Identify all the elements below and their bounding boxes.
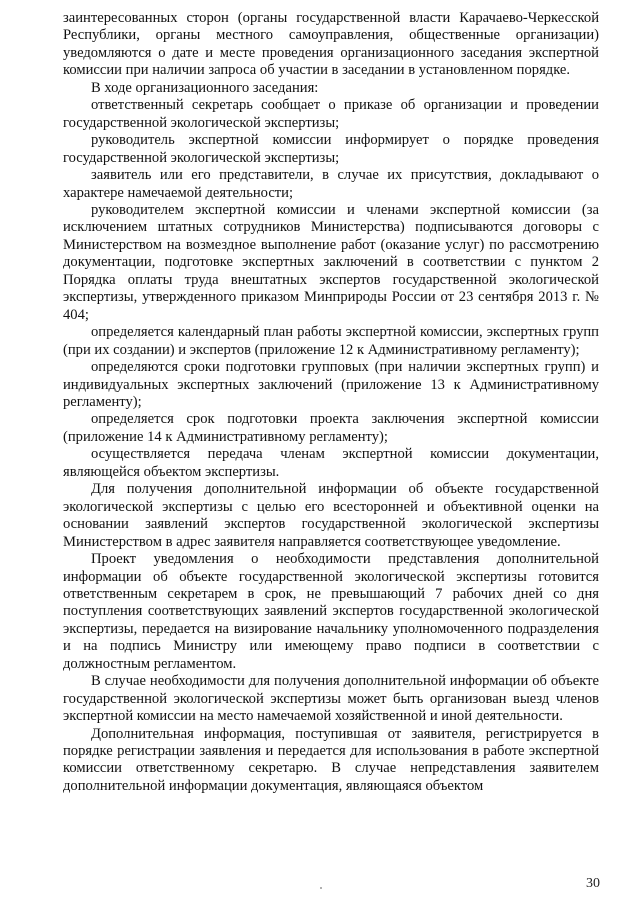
paragraph-notice-draft: Проект уведомления о необходимости представления дополнительной информации об объекте государственной экологической экспертизы готовится ответственным секретарем в срок, не превышающий 7 рабочих дней со дня поступления соответствующих заявлений экспертов государственной экологической экспертизы, передается на визирование начальнику уполномоченного подразделения и на подпись Министру или имеющему право подписи в соответствии с должностным регламентом. bbox=[63, 551, 599, 672]
paragraph-meeting-intro: В ходе организационного заседания: bbox=[91, 79, 319, 96]
paragraph-commission-head: руководитель экспертной комиссии информирует о порядке проведения государственной экологической экспертизы; bbox=[63, 132, 599, 166]
paragraph-documentation-transfer: осуществляется передача членам экспертной комиссии документации, являющейся объектом экспертизы. bbox=[63, 446, 599, 480]
paragraph-conclusion-deadlines: определяются сроки подготовки групповых (при наличии экспертных групп) и индивидуальных экспертных заключений (приложение 13 к Административному регламенту); bbox=[63, 359, 599, 410]
scan-speck bbox=[320, 887, 322, 889]
paragraph-secretary: ответственный секретарь сообщает о приказе об организации и проведении государственной экологической экспертизы; bbox=[63, 97, 599, 131]
paragraph-draft-deadline: определяется срок подготовки проекта заключения экспертной комиссии (приложение 14 к Административному регламенту); bbox=[63, 411, 599, 445]
paragraph-applicant: заявитель или его представители, в случае их присутствия, докладывают о характере намечаемой деятельности; bbox=[63, 167, 599, 201]
paragraph-registration: Дополнительная информация, поступившая от заявителя, регистрируется в порядке регистрации заявления и передается для использования в работе экспертной комиссии ответственному секретарю. В случае непредставления заявителем дополнительной информации документация, являющаяся объектом bbox=[63, 725, 599, 794]
paragraph-contracts: руководителем экспертной комиссии и членами экспертной комиссии (за исключением штатных сотрудников Министерства) подписываются договоры с Министерством на возмездное выполнение работ (оказание услуг) по рассмотрению документации, подготовке экспертных заключений в соответствии с пунктом 2 Порядка оплаты труда внештатных экспертов государственной экологической экспертизы, утвержденного приказом Минприроды России от 23 сентября 2013 г. № 404; bbox=[63, 201, 599, 323]
paragraph-additional-info: Для получения дополнительной информации об объекте государственной экологической экспертизы с целью его всесторонней и объективной оценки на основании заявлений экспертов государственной экологической экспертизы Министерством в адрес заявителя направляется соответствующее уведомление. bbox=[63, 481, 599, 550]
document-body bbox=[63, 10, 599, 795]
paragraph-site-visit: В случае необходимости для получения дополнительной информации об объекте государственной экологической экспертизы может быть организован выезд членов экспертной комиссии на место намечаемой хозяйственной и иной деятельности. bbox=[63, 673, 599, 725]
page-number: 30 bbox=[586, 876, 600, 891]
paragraph-continuation: заинтересованных сторон (органы государственной власти Карачаево-Черкесской Республики, органы местного самоуправления, общественные организации) уведомляются о дате и месте проведения организационного заседания экспертной комиссии при наличии запроса об участии в заседании в установленном порядке. bbox=[63, 10, 599, 79]
paragraph-calendar-plan: определяется календарный план работы экспертной комиссии, экспертных групп (при их создании) и экспертов (приложение 12 к Административному регламенту); bbox=[63, 324, 599, 358]
